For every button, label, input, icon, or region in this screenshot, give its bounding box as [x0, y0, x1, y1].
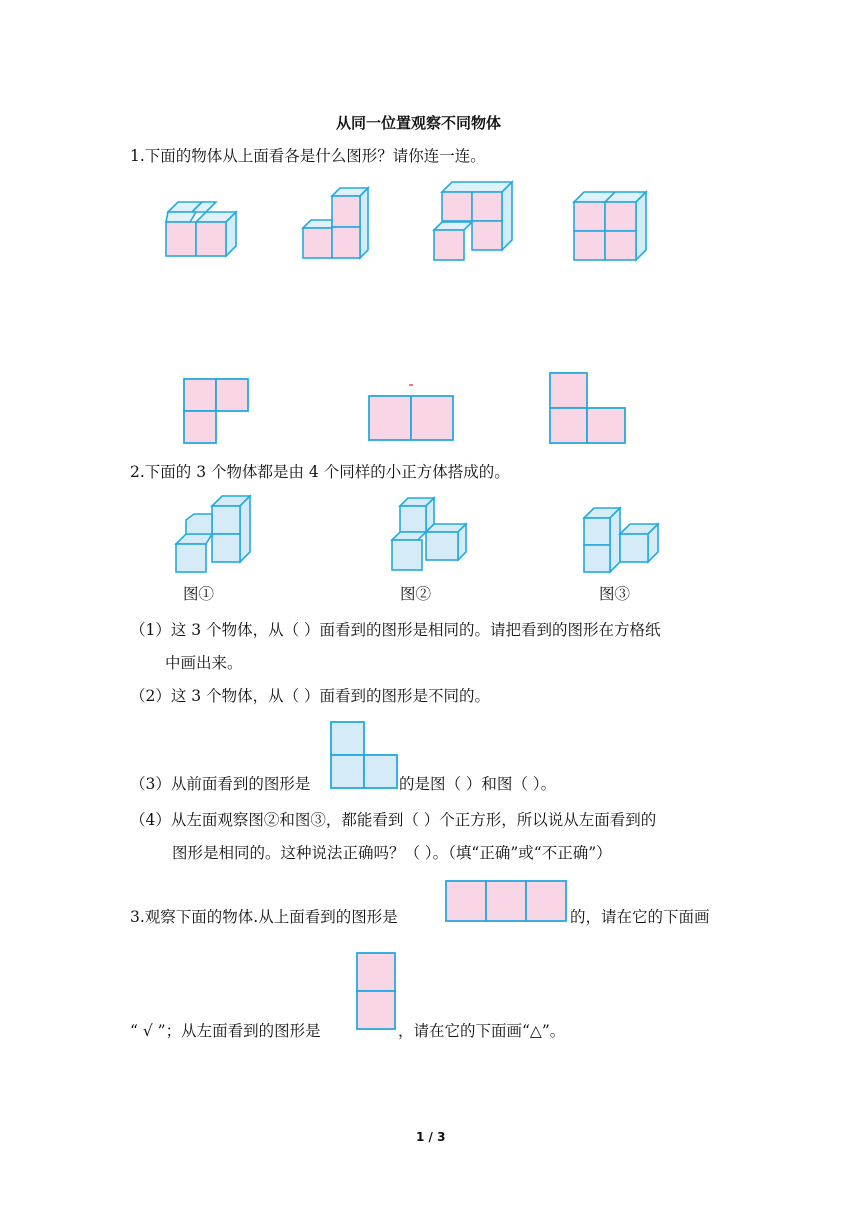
q1-top-view-reverse-l: [548, 371, 628, 445]
q2-figure-2: [388, 494, 470, 574]
figure-label-1: 图①: [183, 585, 215, 603]
question-2-prompt: 2.下面的 3 个物体都是由 4 个同样的小正方体搭成的。: [130, 463, 510, 481]
q1-object-c: [432, 180, 516, 262]
page-title: 从同一位置观察不同物体: [336, 114, 502, 132]
q2-sub1-line2: 中画出来。: [165, 654, 243, 672]
q1-object-b: [300, 186, 372, 262]
q3-line1-after: 的，请在它的下面画: [570, 908, 710, 926]
q2-sub3-before: （3）从前面看到的图形是: [130, 775, 311, 793]
q2-figure-3: [582, 504, 664, 576]
q1-object-a: [160, 198, 242, 260]
q1-top-view-l-shape: [182, 377, 250, 445]
figure-label-2: 图②: [400, 585, 432, 603]
q3-left-view-two-squares: [355, 951, 397, 1031]
q2-sub4-line2: 图形是相同的。这种说法正确吗？（ ）。（填“正确”或“不正确”）: [172, 844, 612, 862]
q3-line1-before: 3.观察下面的物体.从上面看到的图形是: [130, 908, 398, 926]
q1-top-view-two-squares: [367, 384, 455, 444]
q2-front-view-shape: [329, 720, 399, 790]
q2-figure-1: [172, 494, 254, 574]
q2-sub1-line1: （1）这 3 个物体，从（ ）面看到的图形是相同的。请把看到的图形在方格纸: [130, 621, 661, 639]
q1-object-d: [570, 188, 650, 264]
q3-top-view-three-squares: [444, 879, 568, 923]
q2-sub4-line1: （4）从左面观察图②和图③，都能看到（ ）个正方形，所以说从左面看到的: [130, 811, 657, 829]
page-number: 1 / 3: [416, 1130, 446, 1144]
question-1-prompt: 1.下面的物体从上面看各是什么图形？请你连一连。: [130, 147, 486, 165]
q2-sub3-after: 的是图（ ）和图（ ）。: [399, 775, 557, 793]
q3-line2-after: ，请在它的下面画“△”。: [398, 1022, 566, 1040]
q3-line2-before: “ √ ”；从左面看到的图形是: [130, 1022, 321, 1040]
figure-label-3: 图③: [599, 585, 631, 603]
q2-sub2: （2）这 3 个物体，从（ ）面看到的图形是不同的。: [130, 687, 491, 705]
